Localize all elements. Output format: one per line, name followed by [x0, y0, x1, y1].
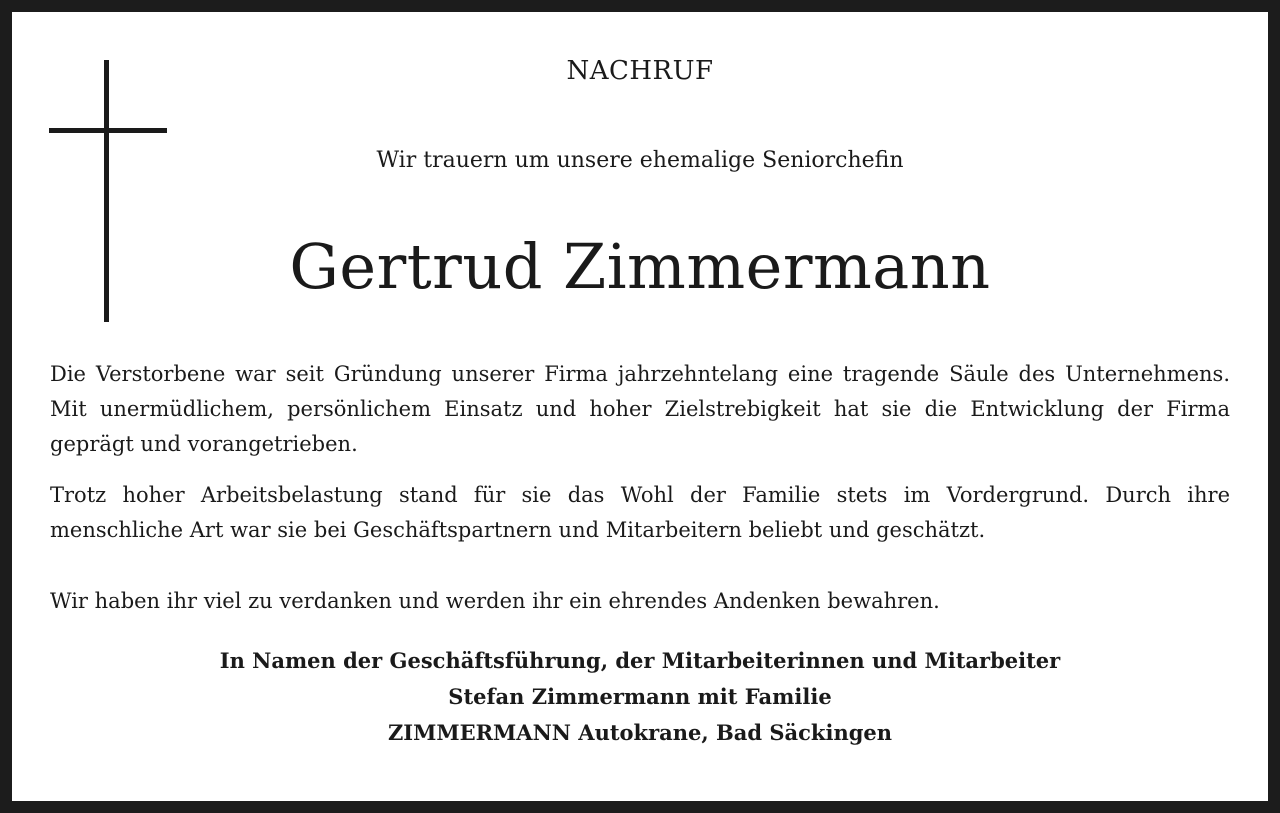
signature-block [12, 643, 1268, 751]
obituary-notice [12, 12, 1268, 801]
paragraph-founding: Die Verstorbene war seit Gründung unserer Firma jahrzehntelang eine tragende Säule des Unternehmens. Mit unermüdlichem, persönlichem Einsatz und hoher Zielstrebigkeit hat sie die Entwicklung der Firma geprägt und vorangetrieben. [50, 362, 1230, 456]
signature-line-management: In Namen der Geschäftsführung, der Mitarbeiterinnen und Mitarbeiter [219, 648, 1061, 673]
deceased-name: Gertrud Zimmermann [289, 230, 991, 303]
signature-line-family: Stefan Zimmermann mit Familie [448, 684, 832, 709]
notice-heading: NACHRUF [566, 56, 714, 86]
notice-subtitle: Wir trauern um unsere ehemalige Seniorchefin [376, 148, 904, 173]
cross-horizontal-bar [49, 128, 167, 133]
paragraph-remembrance: Wir haben ihr viel zu verdanken und werden ihr ein ehrendes Andenken bewahren. [50, 589, 940, 613]
signature-line-company: ZIMMERMANN Autokrane, Bad Säckingen [387, 720, 893, 745]
paragraph-family: Trotz hoher Arbeitsbelastung stand für sie das Wohl der Familie stets im Vordergrund. Durch ihre menschliche Art war sie bei Geschäftspartnern und Mitarbeitern beliebt und geschätzt. [50, 483, 1230, 542]
